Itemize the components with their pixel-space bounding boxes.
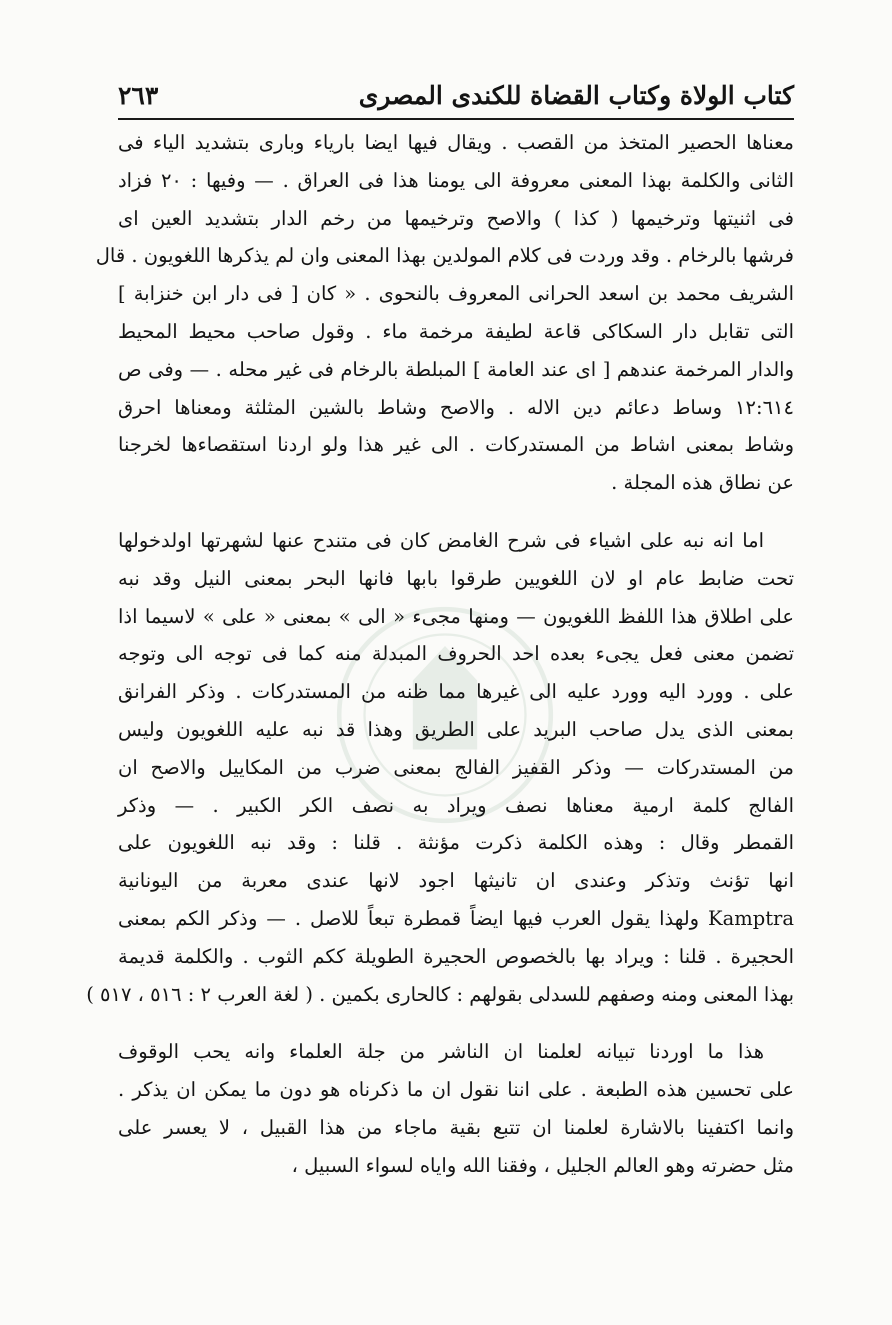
header-rule — [118, 118, 794, 120]
text-line: على . وورد اليه وورد عليه الى غيرها مما ظنه من المستدركات . وذكر الفرانق — [118, 680, 794, 704]
text-line: الثانى والكلمة بهذا المعنى معروفة الى يومنا هذا فى العراق . — وفيها : ٢٠ فزاد — [118, 168, 794, 192]
text-line: فرشها بالرخام . وقد وردت فى كلام المولدين بهذا المعنى وان لم يذكرها اللغويون . قال — [95, 244, 794, 268]
text-line: بهذا المعنى ومنه وصفهم للسدلى بقولهم : كالحارى بكمين . ( لغة العرب ٢ : ٥١٦ ، ٥١٧ ) — [86, 982, 794, 1006]
page-number: ٢٦٣ — [118, 81, 159, 110]
text-line: انها تؤنث وتذكر وعندى ان تانيثها اجود لانها عندى معربة من اليونانية — [118, 869, 794, 893]
text-line: بمعنى الذى يدل صاحب البريد على الطريق وهذا قد نبه عليه اللغويون وليس — [118, 717, 794, 741]
text-line: فى اثنيتها وترخيمها ( كذا ) والاصح وترخيمها من رخم الدار بتشديد العين اى — [118, 206, 794, 230]
page-header — [118, 66, 794, 110]
text-line: عن نطاق هذه المجلة . — [611, 471, 794, 495]
text-line: هذا ما اوردنا تبيانه لعلمنا ان الناشر من جلة العلماء وانه يحب الوقوف — [118, 1040, 764, 1064]
text-line: تحت ضابط عام او لان اللغويين طرقوا بابها فانها البحر بمعنى النيل وقد نبه — [118, 566, 794, 590]
text-line: الحجيرة . قلنا : ويراد بها بالخصوص الحجيرة الطويلة ككم الثوب . والكلمة قديمة — [118, 944, 794, 968]
text-line: وشاط بمعنى اشاط من المستدركات . الى غير هذا ولو اردنا استقصاءها لخرجنا — [118, 433, 794, 457]
running-title: كتاب الولاة وكتاب القضاة للكندى المصرى — [358, 81, 794, 110]
text-line: على اطلاق هذا اللفظ اللغويون — ومنها مجىء « الى » بمعنى « على » لاسيما اذا — [118, 604, 794, 628]
text-line: تضمن معنى فعل يجىء بعده احد الحروف المبدلة منه كما فى توجه الى وتوجه — [118, 642, 794, 666]
paragraph-gap — [118, 1013, 794, 1033]
text-line: التى تقابل دار السكاكى قاعة لطيفة مرخمة ماء . وقول صاحب محيط المحيط — [118, 319, 794, 343]
paragraph — [86, 522, 794, 1013]
text-line: مثل حضرته وهو العالم الجليل ، وفقنا الله واياه لسواء السبيل ، — [291, 1153, 794, 1177]
page-body — [86, 124, 794, 1185]
text-line: اما انه نبه على اشياء فى شرح الغامض كان فى متندح عنها لشهرتها اولدخولها — [118, 528, 764, 552]
text-line: على تحسين هذه الطبعة . على اننا نقول ان ما ذكرناه هو دون ما يمكن ان يذكر . — [118, 1078, 794, 1102]
text-line: وانما اكتفينا بالاشارة لعلمنا ان تتبع بقية ماجاء من هذا القبيل ، لا يعسر على — [118, 1115, 794, 1139]
paragraph-gap — [118, 502, 794, 522]
text-line: ١٢:٦١٤ وساط دعائم دين الاله . والاصح وشاط بالشين المثلثة ومعناها احرق — [118, 395, 794, 419]
text-line: الفالج كلمة ارمية معناها نصف ويراد به نصف الكر الكبير . — وذكر — [118, 793, 794, 817]
text-line: القمطر وقال : وهذه الكلمة ذكرت مؤنثة . قلنا : وقد نبه اللغويون على — [118, 831, 794, 855]
paragraph — [118, 1033, 794, 1184]
text-line: من المستدركات — وذكر القفيز الفالج بمعنى ضرب من المكاييل والاصح ان — [118, 755, 794, 779]
paragraph — [95, 124, 794, 502]
text-line: Kamptra ولهذا يقول العرب فيها ايضاً قمطرة تبعاً للاصل . — وذكر الكم بمعنى — [118, 906, 794, 930]
text-line: معناها الحصير المتخذ من القصب . ويقال فيها ايضا بارياء وبارى بتشديد الياء فى — [118, 131, 794, 154]
text-line: الشريف محمد بن اسعد الحرانى المعروف بالنحوى . « كان [ فى دار ابن خنزابة ] — [118, 282, 794, 306]
text-line: والدار المرخمة عندهم [ اى عند العامة ] المبلطة بالرخام فى غير محله . — وفى ص — [118, 357, 794, 381]
